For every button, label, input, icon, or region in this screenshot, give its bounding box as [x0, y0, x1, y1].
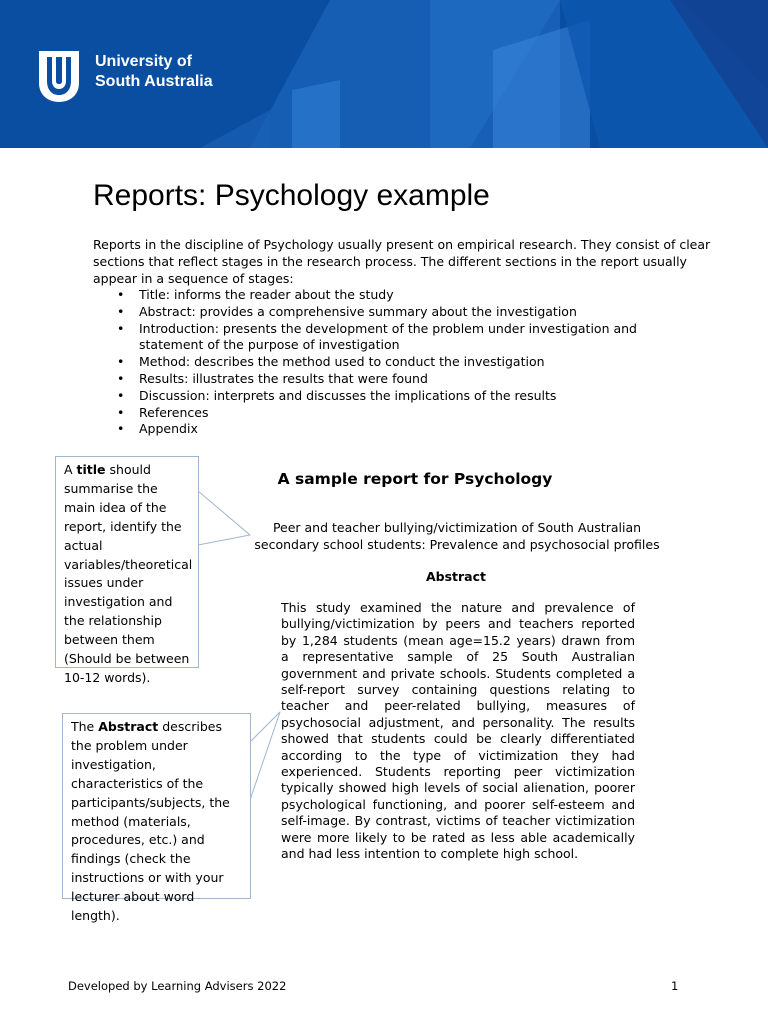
bullet-icon: • [117, 320, 125, 336]
bullet-icon: • [117, 370, 125, 386]
stage-item: • Title: informs the reader about the study [117, 287, 394, 302]
abstract-heading: Abstract [425, 569, 487, 584]
callout-keyword: Abstract [98, 719, 159, 734]
intro-paragraph: Reports in the discipline of Psychology usually present on empirical research. They consist of clear sections that reflect stages in the research process. The different sections in the report usually appear in a sequence of stages: [93, 237, 711, 286]
university-name-line1: University of [95, 53, 192, 70]
callout-keyword: title [76, 462, 106, 477]
abstract-text: This study examined the nature and prevalence of bullying/victimization by peers and teachers reported by 1,284 students (mean age=15.2 years) drawn from a representative sample of 25 South Australian government and private schools. Students completed a self-report survey containing questions relating to teacher and peer-related bullying, measures of psychosocial adjustment, and personality. The results showed that students could be clearly differentiated according to the type of victimization they had experienced. Students reporting peer victimization typically showed high levels of social alienation, poorer psychological functioning, and poorer self-esteem and self-image. By contrast, victims of teacher victimization were more likely to be rated as less able academically and had less intention to complete high school. [281, 600, 635, 862]
bullet-icon: • [117, 404, 125, 420]
abstract-callout: The Abstract describes the problem under investigation, characteristics of the participants/subjects, the method (materials, procedures, etc.) and findings (check the instructions or with your lecturer about word length). [62, 713, 251, 899]
stage-item: • Abstract: provides a comprehensive summary about the investigation [117, 303, 577, 319]
bullet-icon: • [117, 387, 125, 403]
bullet-icon: • [117, 354, 125, 370]
stage-item: • Results: illustrates the results that were found [117, 370, 428, 386]
title-callout: A title should summarise the main idea of the report, identify the actual variables/theoretical issues under investigation and the relationship between them (Should be between 10-12 words). [55, 456, 199, 668]
stage-item: • Introduction: presents the development of the problem under investigation and statement of the purpose of investigation [117, 320, 637, 353]
sample-report-heading: A sample report for Psychology [277, 470, 553, 488]
stage-item: • References [117, 404, 209, 420]
bullet-icon: • [117, 421, 125, 437]
stage-item: • Method: describes the method used to conduct the investigation [117, 354, 545, 370]
stages-list [93, 287, 713, 438]
footer-credit: Developed by Learning Advisers 2022 [68, 979, 287, 993]
university-name-line2: South Australia [95, 73, 213, 90]
university-name [95, 52, 213, 92]
stage-item: • Discussion: interprets and discusses the implications of the results [117, 387, 557, 403]
bullet-icon: • [117, 303, 125, 319]
page-title: Reports: Psychology example [93, 179, 490, 212]
bullet-icon: • [117, 287, 125, 302]
stage-item: • Appendix [117, 421, 198, 437]
header-banner [0, 0, 768, 148]
unisa-shield-logo [37, 49, 81, 104]
sample-report-title: Peer and teacher bullying/victimization of South Australian secondary school students: Prevalence and psychosocial profiles [254, 520, 660, 552]
page-number: 1 [671, 979, 679, 993]
